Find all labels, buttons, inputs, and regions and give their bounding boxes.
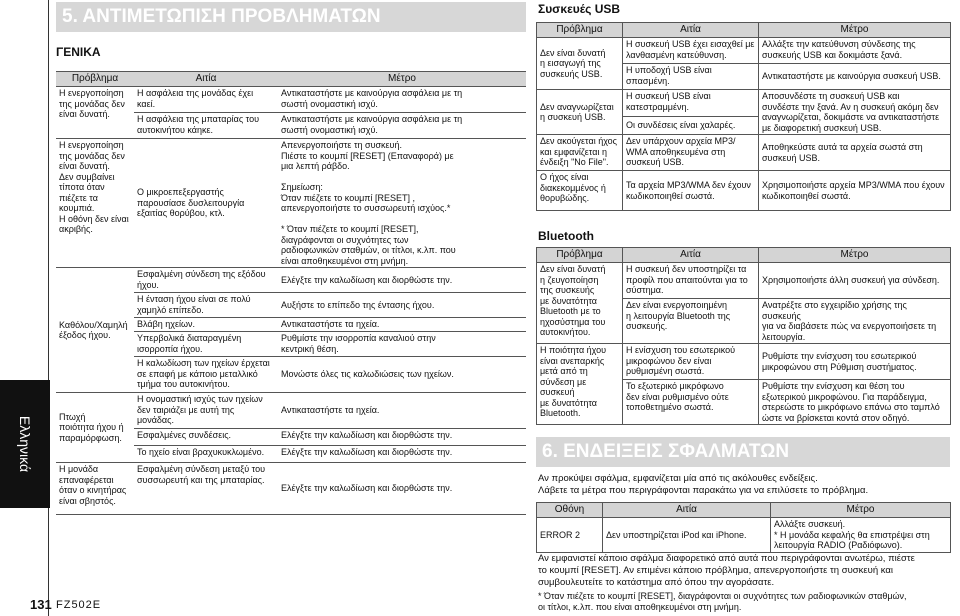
header-cause: Αιτία <box>134 72 278 87</box>
header-display: Οθόνη <box>537 503 603 518</box>
general-heading: ΓΕΝΙΚΑ <box>56 45 101 59</box>
usb-heading: Συσκευές USB <box>538 2 621 16</box>
bluetooth-heading: Bluetooth <box>538 229 594 243</box>
problem-cell: Η ενεργοποίηση της μονάδας δεν είναι δυνατή. Δεν συμβαίνει τίποτα όταν πιέζετε τα κουμπιά. Η οθόνη δεν είναι ακριβής. <box>56 139 134 268</box>
measure-cell: Χρησιμοποιήστε άλλη συσκευή για σύνδεση. <box>759 263 951 299</box>
header-problem: Πρόβλημα <box>537 23 623 38</box>
cause-cell: Η συσκευή USB έχει εισαχθεί με λανθασμένη κατεύθυνση. <box>623 38 759 64</box>
problem-cell: Η ενεργοποίηση της μονάδας δεν είναι δυνατή. <box>56 87 134 139</box>
measure-cell: Χρησιμοποιήστε αρχεία MP3/WMA που έχουν κωδικοποιηθεί σωστά. <box>759 171 951 211</box>
language-tab-label: Ελληνικά <box>17 415 33 473</box>
problem-cell: Ο ήχος είναι διακεκομμένος ή θορυβώδης. <box>537 171 623 211</box>
problem-cell: Πτωχή ποιότητα ήχου ή παραμόρφωση. <box>56 393 134 463</box>
page-margin-line <box>48 0 49 616</box>
cause-cell: Η καλωδίωση των ηχείων έρχεται σε επαφή με κάποιο μεταλλικό τμήμα του αυτοκινήτου. <box>134 357 278 393</box>
cause-cell: Το ηχείο είναι βραχυκυκλωμένο. <box>134 446 278 463</box>
problem-cell: Δεν αναγνωρίζεται η συσκευή USB. <box>537 90 623 135</box>
measure-cell: Ρυθμίστε την ενίσχυση του εσωτερικού μικροφώνου στη Ρύθμιση συστήματος. <box>759 344 951 380</box>
cause-cell: Οι συνδέσεις είναι χαλαρές. <box>623 117 759 135</box>
table-row <box>56 139 526 268</box>
cause-cell: Η ενίσχυση του εσωτερικού μικροφώνου δεν είναι ρυθμισμένη σωστά. <box>623 344 759 380</box>
table-row <box>56 393 526 429</box>
header-cause: Αιτία <box>603 503 771 518</box>
measure-cell: Αλλάξτε συσκευή. * Η μονάδα κεφαλής θα επιστρέψει στη λειτουργία RADIO (Ραδιόφωνο). <box>771 518 951 553</box>
error-table <box>536 502 951 553</box>
cause-cell: Η συσκευή USB είναι κατεστραμμένη. <box>623 90 759 117</box>
header-measure: Μέτρο <box>771 503 951 518</box>
cause-cell: Η ασφάλεια της μπαταρίας του αυτοκινήτου κάηκε. <box>134 113 278 139</box>
section6-intro-1: Αν προκύψει σφάλμα, εμφανίζεται μία από τις ακόλουθες ενδείξεις. <box>538 473 818 484</box>
measure-cell: Ελέγξτε την καλωδίωση και διορθώστε την. <box>278 446 526 463</box>
measure-cell: Αποσυνδέστε τη συσκευή USB και συνδέστε την ξανά. Αν η συσκευή ακόμη δεν αναγνωρίζεται, δοκιμάστε να αντικαταστήστε με διαφορετική συσκευή USB. <box>759 90 951 135</box>
problem-cell: Δεν ακούγεται ήχος και εμφανίζεται η ένδειξη "No File". <box>537 135 623 171</box>
measure-cell: Αυξήστε το επίπεδο της έντασης ήχου. <box>278 293 526 318</box>
measure-cell: Αντικαταστήστε με καινούργια ασφάλεια με τη σωστή ονομαστική ισχύ. <box>278 113 526 139</box>
header-cause: Αιτία <box>623 23 759 38</box>
measure-cell: Αλλάξτε την κατεύθυνση σύνδεσης της συσκευής USB και δοκιμάστε ξανά. <box>759 38 951 64</box>
cause-cell: Εσφαλμένη σύνδεση μεταξύ του συσσωρευτή και της μπαταρίας. <box>134 463 278 515</box>
header-measure: Μέτρο <box>759 23 951 38</box>
section6-title: 6. ΕΝΔΕΙΞΕΙΣ ΣΦΑΛΜΑΤΩΝ <box>542 441 790 462</box>
cause-cell: Το εξωτερικό μικρόφωνο δεν είναι ρυθμισμένο ούτε τοποθετημένο σωστά. <box>623 380 759 425</box>
measure-cell: Αντικαταστήστε τα ηχεία. <box>278 393 526 429</box>
table-header-row <box>537 248 951 263</box>
display-cell: ERROR 2 <box>537 518 603 553</box>
cause-cell: Η συσκευή δεν υποστηρίζει τα προφίλ που απαιτούνται για το σύστημα. <box>623 263 759 299</box>
cause-cell: Βλάβη ηχείων. <box>134 318 278 332</box>
measure-cell: Ελέγξτε την καλωδίωση και διορθώστε την. <box>278 268 526 293</box>
table-header-row <box>56 72 526 87</box>
table-row <box>537 518 951 553</box>
header-problem: Πρόβλημα <box>537 248 623 263</box>
measure-cell: Αντικαταστήστε με καινούργια συσκευή USB. <box>759 64 951 90</box>
measure-cell: Ανατρέξτε στο εγχειρίδιο χρήσης της συσκευής για να διαβάσετε πώς να ενεργοποιήσετε τη λειτουργία. <box>759 299 951 344</box>
section5-title: 5. ΑΝΤΙΜΕΤΩΠΙΣΗ ΠΡΟΒΛΗΜΑΤΩΝ <box>62 6 381 27</box>
troubleshooting-general-table <box>56 71 526 515</box>
measure-cell: Αντικαταστήστε τα ηχεία. <box>278 318 526 332</box>
cause-cell: Δεν είναι ενεργοποιημένη η λειτουργία Bluetooth της συσκευής. <box>623 299 759 344</box>
header-measure: Μέτρο <box>759 248 951 263</box>
measure-cell: Ελέγξτε την καλωδίωση και διορθώστε την. <box>278 463 526 515</box>
table-row <box>537 344 951 380</box>
cause-cell: Εσφαλμένη σύνδεση της εξόδου ήχου. <box>134 268 278 293</box>
cause-cell: Εσφαλμένες συνδέσεις. <box>134 429 278 446</box>
section6-banner <box>536 437 950 467</box>
cause-cell: Η ένταση ήχου είναι σε πολύ χαμηλό επίπεδο. <box>134 293 278 318</box>
problem-cell: Δεν είναι δυνατή η εισαγωγή της συσκευής USB. <box>537 38 623 90</box>
measure-cell: Ελέγξτε την καλωδίωση και διορθώστε την. <box>278 429 526 446</box>
problem-cell: Η μονάδα επαναφέρεται όταν ο κινητήρας είναι σβηστός. <box>56 463 134 515</box>
problem-cell: Η ποιότητα ήχου είναι ανεπαρκής μετά από τη σύνδεση με συσκευή με δυνατότητα Bluetooth. <box>537 344 623 425</box>
model-label: FZ502E <box>56 599 102 611</box>
table-header-row <box>537 503 951 518</box>
table-row <box>537 38 951 64</box>
section6-intro-2: Λάβετε τα μέτρα που περιγράφονται παρακάτω για να επιλύσετε το πρόβλημα. <box>538 485 869 496</box>
header-measure: Μέτρο <box>278 72 526 87</box>
cause-cell: Δεν υποστηρίζεται iPod και iPhone. <box>603 518 771 553</box>
table-header-row <box>537 23 951 38</box>
section6-after-text: Αν εμφανιστεί κάποιο σφάλμα διαφορετικό από αυτά που περιγράφονται ανωτέρω, πιέστε το κουμπί [RESET]. Αν επιμένει κάποιο πρόβλημα, απενεργοποιήστε τη συσκευή και συμβουλευτείτε το κατάστημα από όπου την αγοράσατε. <box>538 553 915 588</box>
table-row <box>56 463 526 515</box>
problem-cell: Δεν είναι δυνατή η ζευγοποίηση της συσκευής με δυνατότητα Bluetooth με το ηχοσύστημα του αυτοκινήτου. <box>537 263 623 344</box>
cause-cell: Υπερβολικά διαταραγμένη ισορροπία ήχου. <box>134 332 278 357</box>
table-row <box>537 263 951 299</box>
table-row <box>537 171 951 211</box>
table-row <box>56 87 526 113</box>
measure-cell: Ρυθμίστε την ισορροπία καναλιού στην κεντρική θέση. <box>278 332 526 357</box>
cause-cell: Δεν υπάρχουν αρχεία MP3/ WMA αποθηκευμένα στη συσκευή USB. <box>623 135 759 171</box>
section6-footnote: * Όταν πιέζετε το κουμπί [RESET], διαγράφονται οι συχνότητες των ραδιοφωνικών σταθμών, οι τίτλοι, κ.λπ. που είναι αποθηκευμένοι στη μνήμη. <box>538 591 907 612</box>
table-row <box>537 90 951 117</box>
cause-cell: Η ονομαστική ισχύς των ηχείων δεν ταιριάζει με αυτή της μονάδας. <box>134 393 278 429</box>
measure-cell: Αποθηκεύστε αυτά τα αρχεία σωστά στη συσκευή USB. <box>759 135 951 171</box>
problem-cell: Καθόλου/Χαμηλή έξοδος ήχου. <box>56 268 134 393</box>
language-side-tab <box>0 380 50 508</box>
section5-banner <box>56 2 526 32</box>
header-cause: Αιτία <box>623 248 759 263</box>
cause-cell: Ο μικροεπεξεργαστής παρουσίασε δυσλειτουργία εξαιτίας θορύβου, κτλ. <box>134 139 278 268</box>
measure-cell: Μονώστε όλες τις καλωδιώσεις των ηχείων. <box>278 357 526 393</box>
table-row <box>537 135 951 171</box>
measure-cell: Ρυθμίστε την ενίσχυση και θέση του εξωτερικού μικροφώνου. Για παράδειγμα, στερεώστε το μικρόφωνο επάνω στο ταμπλό ώστε να βρίσκεται κοντά στον οδηγό. <box>759 380 951 425</box>
cause-cell: Η ασφάλεια της μονάδας έχει καεί. <box>134 87 278 113</box>
table-row <box>56 268 526 293</box>
header-problem: Πρόβλημα <box>56 72 134 87</box>
bluetooth-table <box>536 247 951 425</box>
cause-cell: Τα αρχεία MP3/WMA δεν έχουν κωδικοποιηθεί σωστά. <box>623 171 759 211</box>
measure-cell: Απενεργοποιήστε τη συσκευή. Πιέστε το κουμπί [RESET] (Επαναφορά) με μια λεπτή ράβδο. Σημείωση: Όταν πιέζετε το κουμπί [RESET] , απενεργοποιήστε το συσσωρευτή ισχύος.* * Όταν πιέζετε το κουμπί [RESET], διαγράφονται οι συχνότητες των ραδιοφωνικών σταθμών, οι τίτλοι, κ.λπ. που είναι αποθηκευμένοι στη μνήμη. <box>278 139 526 268</box>
page-number: 131 <box>30 597 52 612</box>
usb-table <box>536 22 951 211</box>
cause-cell: Η υποδοχή USB είναι σπασμένη. <box>623 64 759 90</box>
measure-cell: Αντικαταστήστε με καινούργια ασφάλεια με τη σωστή ονομαστική ισχύ. <box>278 87 526 113</box>
